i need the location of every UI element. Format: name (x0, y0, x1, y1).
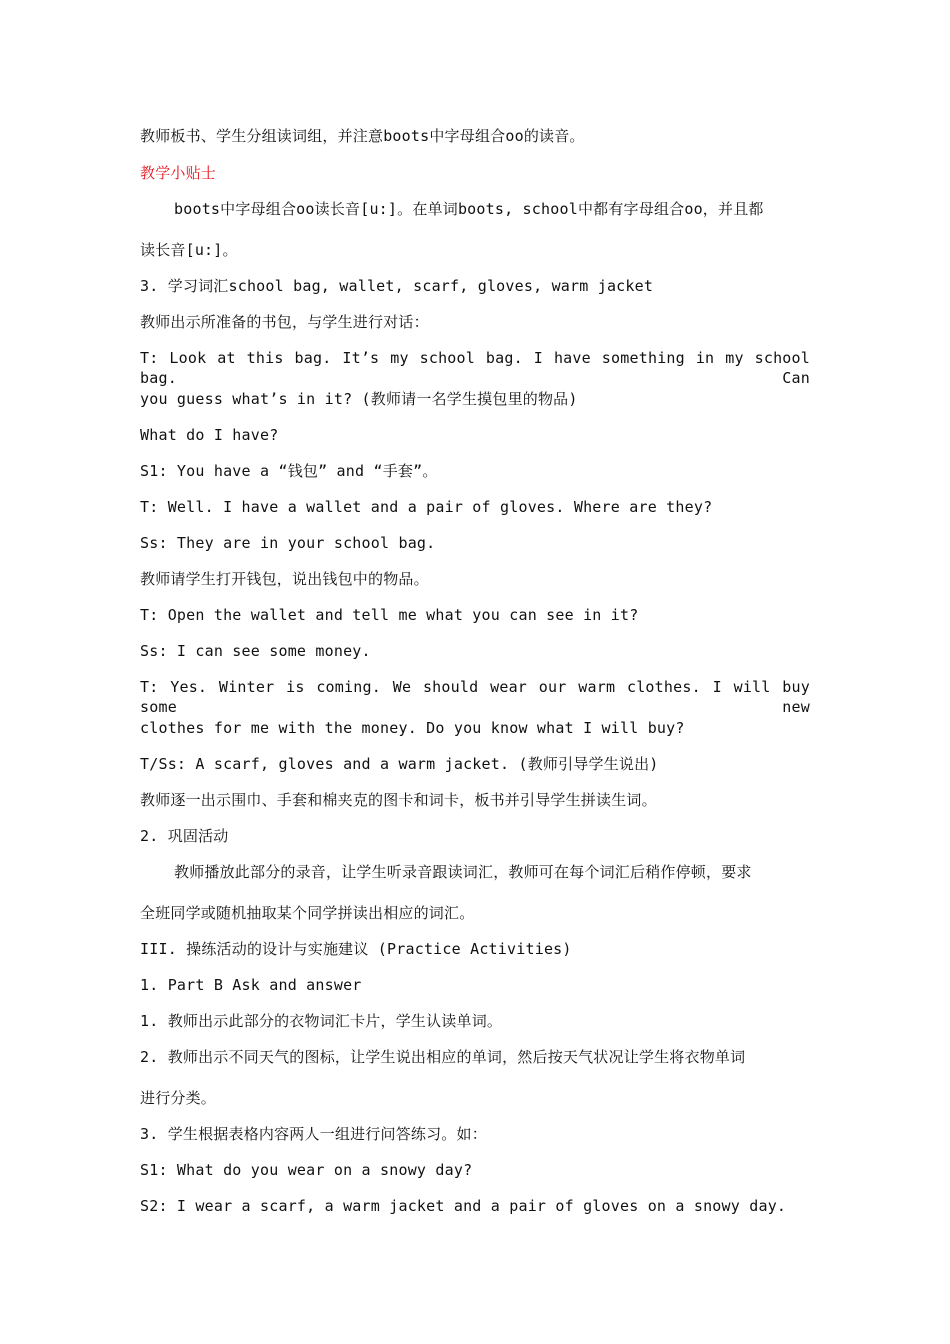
section-heading-vocabulary: 3. 学习词汇school bag, wallet, scarf, gloves, warm jacket (140, 277, 654, 295)
dialogue-line: you guess what’s in it? (教师请一名学生摸包里的物品) (140, 390, 578, 408)
dialogue-line: T: Look at this bag. It’s my school bag. I have something in my school bag. Can (140, 349, 810, 387)
dialogue-line: T: Yes. Winter is coming. We should wear our warm clothes. I will buy some new (140, 678, 810, 716)
dialogue-line: S1: What do you wear on a snowy day? (140, 1161, 473, 1179)
dialogue-line: T: Well. I have a wallet and a pair of gloves. Where are they? (140, 498, 713, 516)
subsection-heading-part-b: 1. Part B Ask and answer (140, 976, 362, 994)
list-item-continuation: 进行分类。 (140, 1089, 217, 1107)
teaching-tip-heading: 教学小贴士 (140, 164, 217, 182)
paragraph-recording-line-2: 全班同学或随机抽取某个同学拼读出相应的词汇。 (140, 904, 475, 922)
section-heading-practice: III. 操练活动的设计与实施建议 (Practice Activities) (140, 940, 572, 958)
dialogue-line: clothes for me with the money. Do you know what I will buy? (140, 719, 685, 737)
dialogue-line: T: Open the wallet and tell me what you can see in it? (140, 606, 639, 624)
dialogue-line: What do I have? (140, 426, 279, 444)
paragraph-recording-line-1: 教师播放此部分的录音，让学生听录音跟读词汇，教师可在每个词汇后稍作停顿，要求 (174, 863, 752, 881)
paragraph-board-writing: 教师板书、学生分组读词组，并注意boots中字母组合oo的读音。 (140, 127, 585, 145)
paragraph-show-bag: 教师出示所准备的书包，与学生进行对话： (140, 313, 429, 331)
paragraph-show-cards: 教师逐一出示围巾、手套和棉夹克的图卡和词卡，板书并引导学生拼读生词。 (140, 791, 657, 809)
dialogue-line: Ss: They are in your school bag. (140, 534, 436, 552)
list-item: 3. 学生根据表格内容两人一组进行问答练习。如： (140, 1125, 487, 1143)
dialogue-line: T/Ss: A scarf, gloves and a warm jacket. (教师引导学生说出) (140, 755, 659, 773)
dialogue-line: S2: I wear a scarf, a warm jacket and a pair of gloves on a snowy day. (140, 1197, 787, 1215)
teaching-tip-line-1: boots中字母组合oo读长音[u:]。在单词boots, school中都有字母组合oo，并且都 (174, 200, 764, 218)
teaching-tip-line-2: 读长音[u:]。 (140, 241, 238, 259)
dialogue-line: S1: You have a “钱包” and “手套”。 (140, 462, 438, 480)
list-item: 2. 教师出示不同天气的图标，让学生说出相应的单词，然后按天气状况让学生将衣物单词 (140, 1048, 746, 1066)
list-item: 1. 教师出示此部分的衣物词汇卡片，学生认读单词。 (140, 1012, 503, 1030)
dialogue-line: Ss: I can see some money. (140, 642, 371, 660)
section-heading-consolidation: 2. 巩固活动 (140, 827, 229, 845)
paragraph-open-wallet: 教师请学生打开钱包，说出钱包中的物品。 (140, 570, 429, 588)
